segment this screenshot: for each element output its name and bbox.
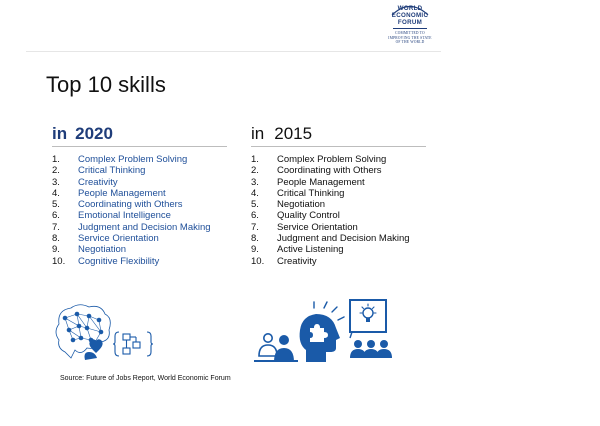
heart-icon (85, 339, 103, 360)
skill-label: Negotiation (277, 199, 326, 211)
skill-label: Complex Problem Solving (277, 154, 387, 165)
logo-arc-icon (388, 2, 432, 16)
column-heading (251, 124, 426, 147)
skill-number: 10. (52, 255, 66, 267)
skill-number: 3. (251, 176, 259, 188)
skill-number: 10. (251, 255, 265, 267)
heading-prefix: in (251, 124, 265, 143)
list-item (52, 177, 227, 188)
skill-number: 2. (52, 165, 60, 177)
skill-label: Critical Thinking (277, 187, 345, 199)
skill-label: People Management (277, 176, 365, 188)
presentation-audience-icon (350, 300, 392, 358)
skill-label: Creativity (78, 176, 118, 188)
list-item (251, 154, 426, 165)
list-item (52, 244, 227, 255)
skill-label: Judgment and Decision Making (78, 221, 211, 233)
page-title: Top 10 skills (46, 72, 166, 97)
list-item (251, 165, 426, 176)
head-puzzle-icon (300, 302, 344, 362)
skill-number: 2. (251, 165, 259, 177)
logo-name-line: FORUM (397, 18, 423, 26)
list-item (251, 256, 426, 267)
skill-label: Active Listening (277, 244, 344, 256)
list-item (52, 199, 227, 210)
skill-number: 9. (52, 244, 60, 256)
meeting-people-icon (254, 334, 298, 362)
skill-label: Negotiation (78, 244, 127, 256)
skill-label: Emotional Intelligence (78, 210, 171, 222)
flowchart-icon (113, 332, 153, 356)
skill-number: 4. (251, 187, 259, 199)
brain-network-icon (56, 305, 110, 358)
skill-label: Critical Thinking (78, 165, 146, 177)
skill-number: 7. (52, 221, 60, 233)
heading-prefix: in (52, 124, 68, 143)
list-item (52, 154, 227, 165)
skill-number: 4. (52, 187, 60, 199)
skill-number: 1. (251, 154, 259, 165)
list-item (251, 244, 426, 255)
list-item (251, 233, 426, 244)
list-item (52, 188, 227, 199)
skill-number: 5. (52, 199, 60, 211)
list-item (251, 199, 426, 210)
skill-number: 8. (251, 233, 259, 245)
illustration-2020 (53, 302, 153, 366)
skill-number: 6. (251, 210, 259, 222)
source-note: Source: Future of Jobs Report, World Economic Forum (60, 375, 231, 382)
logo-tagline-line: IMPROVING THE STATE (388, 35, 432, 40)
logo-tagline (378, 31, 442, 44)
logo-tagline-line: OF THE WORLD (395, 39, 425, 44)
logo-divider (393, 28, 427, 29)
skill-number: 6. (52, 210, 60, 222)
skill-number: 8. (52, 233, 60, 245)
skill-label: Judgment and Decision Making (277, 233, 410, 245)
list-item (251, 210, 426, 221)
skill-label: Service Orientation (277, 221, 358, 233)
skill-number: 1. (52, 154, 60, 165)
skill-label: Creativity (277, 255, 317, 267)
list-item (52, 222, 227, 233)
illustration-2015 (254, 298, 394, 364)
skill-label: People Management (78, 187, 166, 199)
list-item (52, 233, 227, 244)
skills-column-2020 (52, 124, 227, 267)
skill-label: Service Orientation (78, 233, 159, 245)
column-heading (52, 124, 227, 147)
heading-year: 2015 (274, 124, 313, 143)
logo-name-line: WORLD (397, 5, 423, 12)
list-item (52, 256, 227, 267)
skill-label: Cognitive Flexibility (78, 255, 160, 267)
skill-label: Coordinating with Others (78, 199, 183, 211)
wef-logo (378, 6, 442, 44)
logo-name-line: ECONOMIC (391, 11, 429, 19)
skill-number: 3. (52, 176, 60, 188)
skill-label: Complex Problem Solving (78, 154, 188, 165)
list-item (251, 177, 426, 188)
skill-label: Quality Control (277, 210, 340, 222)
list-item (251, 222, 426, 233)
heading-year: 2020 (75, 124, 113, 143)
skill-list (251, 154, 426, 267)
skill-label: Coordinating with Others (277, 165, 382, 177)
skill-number: 9. (251, 244, 259, 256)
skill-number: 5. (251, 199, 259, 211)
header-divider (26, 51, 441, 52)
skill-number: 7. (251, 221, 259, 233)
list-item (52, 210, 227, 221)
skill-list (52, 154, 227, 267)
list-item (52, 165, 227, 176)
list-item (251, 188, 426, 199)
logo-tagline-line: COMMITTED TO (395, 31, 425, 36)
skills-column-2015 (251, 124, 426, 267)
